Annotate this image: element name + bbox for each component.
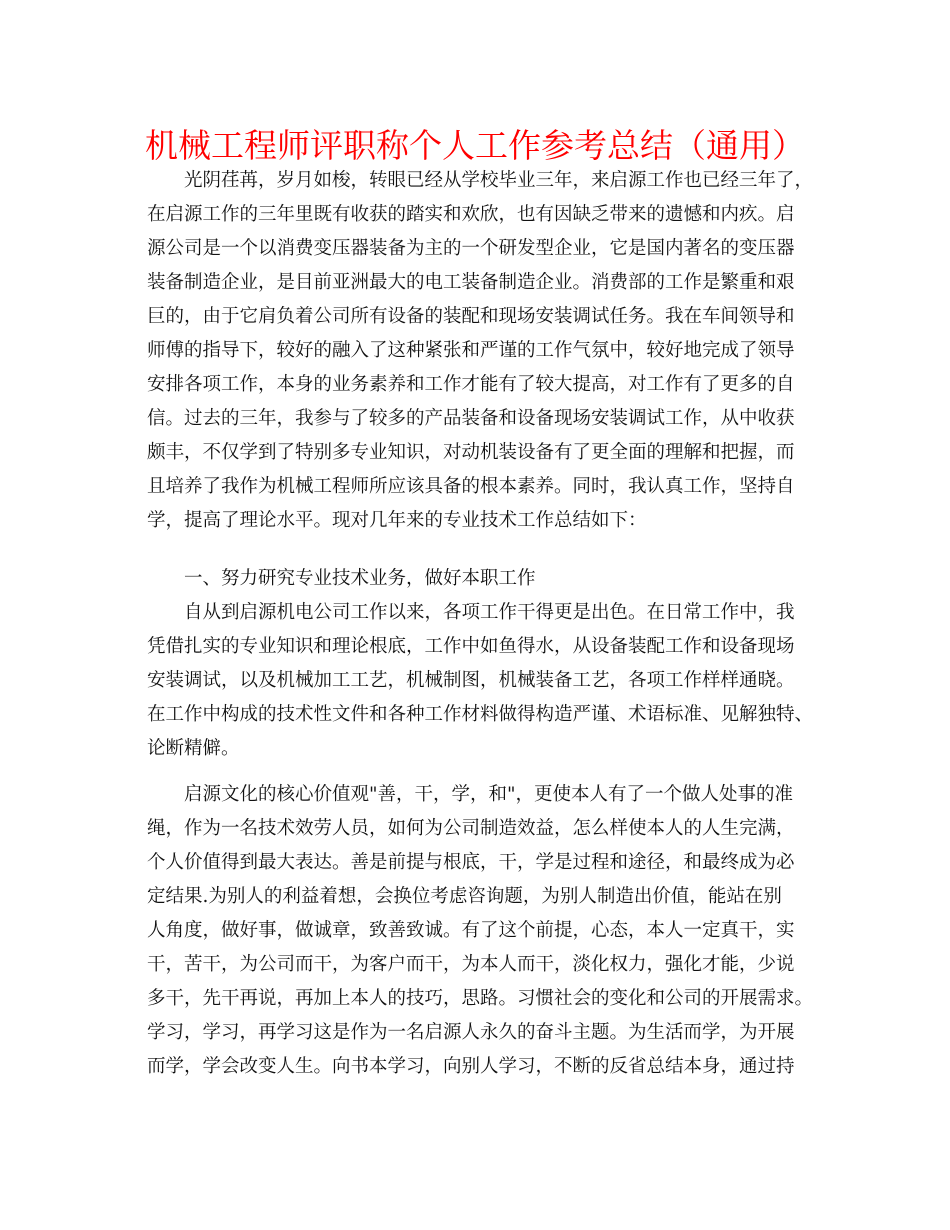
text-line: 定结果.为别人的利益着想，会换位考虑咨询题，为别人制造出价值，能站在别	[147, 886, 782, 907]
text-line: 在启源工作的三年里既有收获的踏实和欢欣，也有因缺乏带来的遗憾和内疚。启	[147, 204, 795, 225]
text-line: 而学，学会改变人生。向书本学习，向别人学习，不断的反省总结本身，通过持	[147, 1056, 795, 1077]
text-line: 学，提高了理论水平。现对几年来的专业技术工作总结如下：	[147, 510, 647, 531]
text-line: 凭借扎实的专业知识和理论根底，工作中如鱼得水，从设备装配工作和设备现场	[147, 636, 795, 657]
paragraph-culture	[147, 778, 817, 1084]
text-line: 学习，学习，再学习这是作为一名启源人永久的奋斗主题。为生活而学，为开展	[147, 1022, 795, 1043]
section-heading	[147, 562, 817, 596]
text-line: 师傅的指导下，较好的融入了这种紧张和严谨的工作气氛中，较好地完成了领导	[147, 340, 795, 361]
text-line: 自从到启源机电公司工作以来，各项工作干得更是出色。在日常工作中，我	[184, 602, 795, 623]
text-line: 源公司是一个以消费变压器装备为主的一个研发型企业，它是国内著名的变压器	[147, 238, 795, 259]
text-line: 且培养了我作为机械工程师所应该具备的根本素养。同时，我认真工作，坚持自	[147, 476, 795, 497]
text-line: 颇丰，不仅学到了特别多专业知识，对动机装设备有了更全面的理解和把握，而	[147, 442, 795, 463]
text-line: 安装调试，以及机械加工工艺，机械制图，机械装备工艺，各项工作样样通晓。	[147, 670, 795, 691]
text-line: 巨的，由于它肩负着公司所有设备的装配和现场安装调试任务。我在车间领导和	[147, 306, 795, 327]
text-line: 干，苦干，为公司而干，为客户而干，为本人而干，淡化权力，强化才能，少说	[147, 954, 795, 975]
text-line: 个人价值得到最大表达。善是前提与根底，干，学是过程和途径，和最终成为必	[147, 852, 795, 873]
text-line: 光阴荏苒，岁月如梭，转眼已经从学校毕业三年，来启源工作也已经三年了，	[184, 170, 814, 191]
paragraph-work	[147, 596, 817, 766]
text-line: 在工作中构成的技术性文件和各种工作材料做得构造严谨、术语标准、见解独特、	[147, 704, 814, 725]
text-line: 人角度，做好事，做诚章，致善致诚。有了这个前提，心态，本人一定真干，实	[147, 920, 795, 941]
text-line: 多干，先干再说，再加上本人的技巧，思路。习惯社会的变化和公司的开展需求。	[147, 988, 814, 1009]
document-title: 机械工程师评职称个人工作参考总结（通用）	[145, 126, 805, 165]
text-line: 装备制造企业，是目前亚洲最大的电工装备制造企业。消费部的工作是繁重和艰	[147, 272, 795, 293]
text-line: 启源文化的核心价值观"善，干，学，和"，更使本人有了一个做人处事的准	[184, 784, 794, 805]
paragraph-intro	[147, 164, 817, 538]
text-line: 绳，作为一名技术效劳人员，如何为公司制造效益，怎么样使本人的人生完满，	[147, 818, 795, 839]
text-line: 论断精僻。	[147, 738, 240, 759]
text-line: 安排各项工作，本身的业务素养和工作才能有了较大提高，对工作有了更多的自	[147, 374, 795, 395]
section-heading-text: 一、努力研究专业技术业务，做好本职工作	[184, 568, 536, 589]
text-line: 信。过去的三年，我参与了较多的产品装备和设备现场安装调试工作，从中收获	[147, 408, 795, 429]
